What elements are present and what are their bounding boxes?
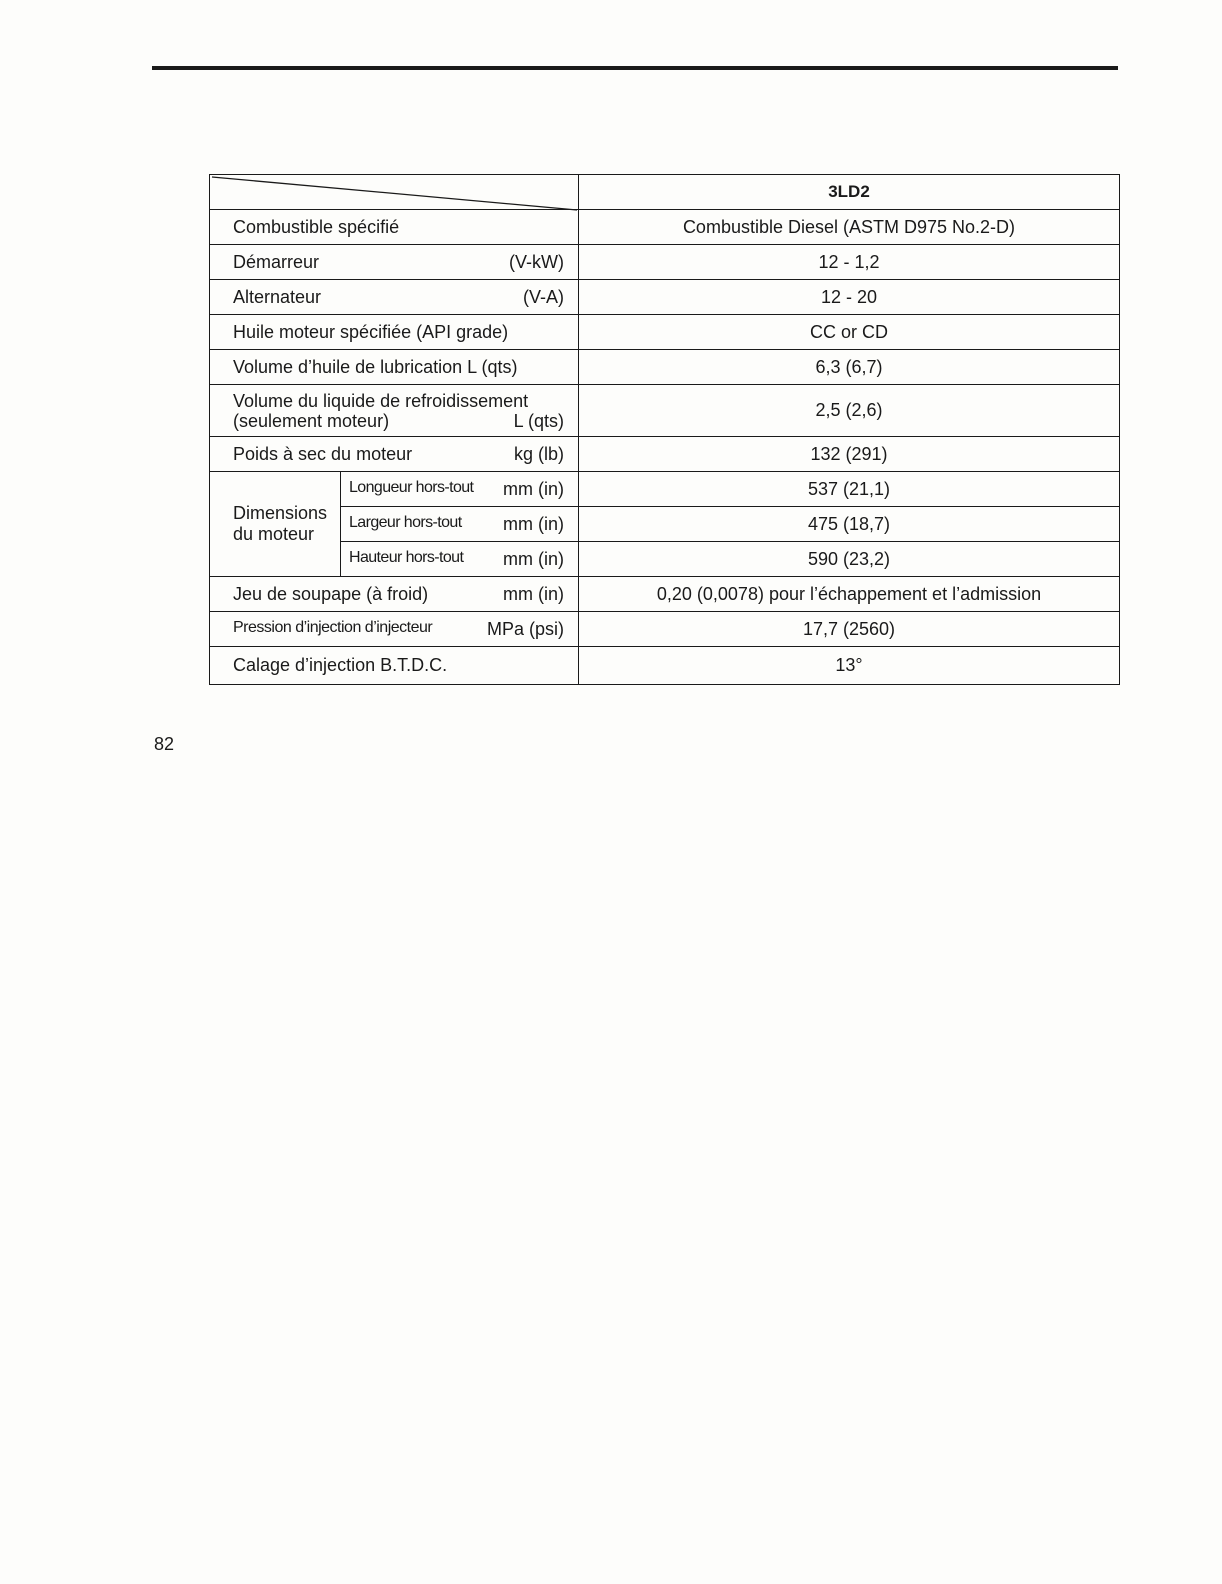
- engine-oil-value: CC or CD: [579, 315, 1120, 350]
- width-value: 475 (18,7): [579, 507, 1120, 542]
- dimensions-label-line2: du moteur: [233, 524, 315, 544]
- injection-timing-value: 13°: [579, 647, 1120, 685]
- model-header: 3LD2: [579, 175, 1120, 210]
- starter-unit: (V-kW): [509, 251, 564, 272]
- table-row: [210, 507, 1120, 542]
- injection-pressure-unit: MPa (psi): [486, 618, 564, 639]
- table-row: [210, 245, 1120, 280]
- dry-weight-value: 132 (291): [579, 437, 1120, 472]
- fuel-value: Combustible Diesel (ASTM D975 No.2-D): [579, 210, 1120, 245]
- injection-timing-label: Calage d’injection B.T.D.C.: [233, 655, 448, 675]
- dry-weight-label: Poids à sec du moteur: [233, 443, 413, 464]
- starter-value: 12 - 1,2: [579, 245, 1120, 280]
- top-rule: [152, 66, 1118, 70]
- fuel-label: Combustible spécifié: [233, 216, 400, 237]
- lube-volume-value: 6,3 (6,7): [579, 350, 1120, 385]
- table-row: [210, 472, 1120, 507]
- corner-cell: [210, 175, 579, 210]
- table-row: [210, 280, 1120, 315]
- table-row: [210, 385, 1120, 437]
- dry-weight-unit: kg (lb): [513, 443, 564, 464]
- lube-volume-label: Volume d’huile de lubrication L (qts): [233, 356, 518, 377]
- coolant-label-line1: Volume du liquide de refroidissement: [233, 390, 529, 411]
- engine-oil-label: Huile moteur spécifiée (API grade): [233, 321, 509, 342]
- length-label: Longueur hors-tout: [349, 478, 474, 496]
- header-row: [210, 175, 1120, 210]
- valve-clearance-value: 0,20 (0,0078) pour l’échappement et l’admission: [579, 577, 1120, 612]
- coolant-unit: L (qts): [513, 410, 564, 431]
- alternator-value: 12 - 20: [579, 280, 1120, 315]
- height-value: 590 (23,2): [579, 542, 1120, 577]
- width-label: Largeur hors-tout: [349, 513, 462, 531]
- alternator-unit: (V-A): [522, 286, 564, 307]
- table-row: [210, 210, 1120, 245]
- diagonal-line: [210, 175, 579, 211]
- coolant-label-line2: (seulement moteur): [233, 410, 390, 431]
- table-row: [210, 350, 1120, 385]
- valve-clearance-unit: mm (in): [503, 583, 564, 604]
- height-label: Hauteur hors-tout: [349, 548, 464, 566]
- dimensions-label-line1: Dimensions: [233, 503, 328, 523]
- coolant-value: 2,5 (2,6): [579, 385, 1120, 437]
- width-unit: mm (in): [503, 513, 564, 534]
- length-value: 537 (21,1): [579, 472, 1120, 507]
- table-row: [210, 542, 1120, 577]
- table-row: [210, 612, 1120, 647]
- injection-pressure-label: Pression d’injection d’injecteur: [233, 618, 433, 636]
- dimensions-group-cell: [210, 472, 341, 577]
- table-row: [210, 577, 1120, 612]
- table-row: [210, 437, 1120, 472]
- table-row: [210, 647, 1120, 685]
- alternator-label: Alternateur: [233, 286, 322, 307]
- injection-pressure-value: 17,7 (2560): [579, 612, 1120, 647]
- spec-table: [209, 174, 1120, 685]
- table-row: [210, 315, 1120, 350]
- height-unit: mm (in): [503, 548, 564, 569]
- page-number: 82: [154, 734, 175, 754]
- valve-clearance-label: Jeu de soupape (à froid): [233, 583, 429, 604]
- length-unit: mm (in): [503, 478, 564, 499]
- starter-label: Démarreur: [233, 251, 320, 272]
